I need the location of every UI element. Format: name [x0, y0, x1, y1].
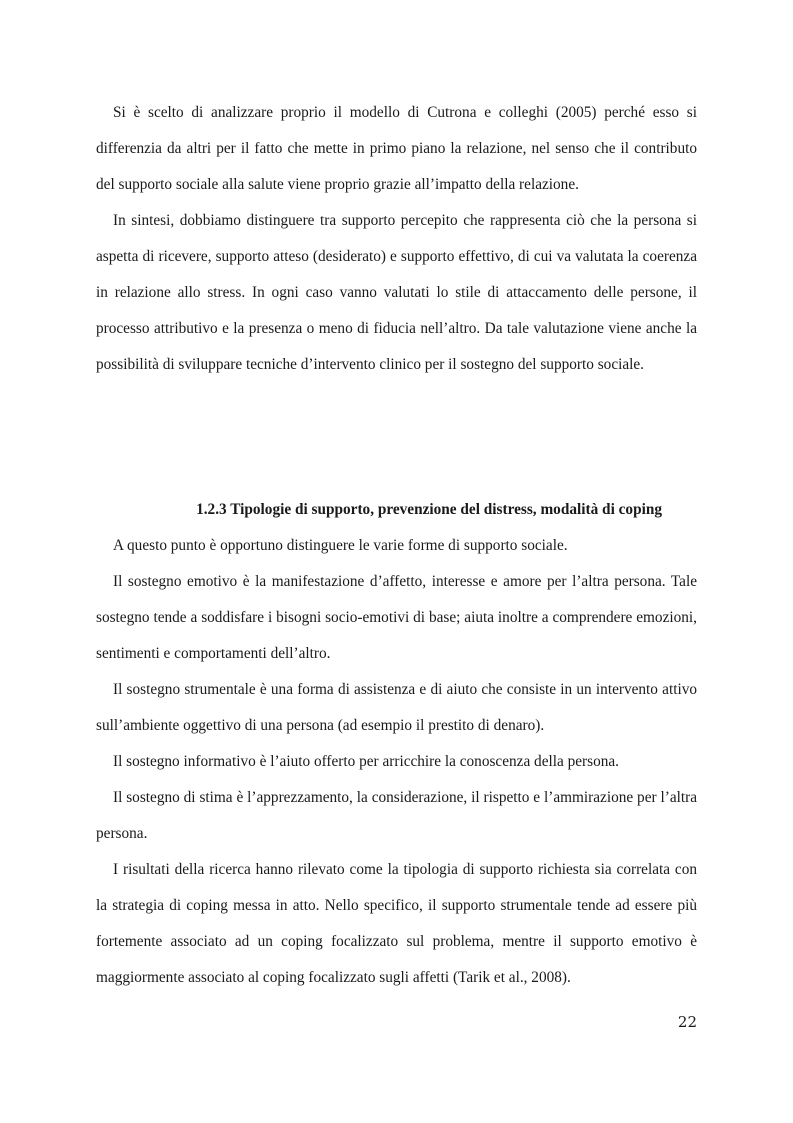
paragraph-esteem-support: Il sostegno di stima è l’apprezzamento, la considerazione, il rispetto e l’ammirazione per l’altra persona.: [96, 789, 697, 843]
paragraph-support-forms-intro: A questo punto è opportuno distinguere le varie forme di supporto sociale.: [113, 537, 568, 554]
paragraph-support-types-summary: In sintesi, dobbiamo distinguere tra supporto percepito che rappresenta ciò che la persona si aspetta di ricevere, supporto atteso (desiderato) e supporto effettivo, di cui va valutata la coerenza in relazione allo stress. In ogni caso vanno valutati lo stile di attaccamento delle persone, il processo attributivo e la presenza o meno di fiducia nell’altro. Da tale valutazione viene anche la possibilità di sviluppare tecniche d’intervento clinico per il sostegno del supporto sociale.: [96, 212, 697, 374]
page-number: 22: [677, 1013, 697, 1031]
paragraph-instrumental-support: Il sostegno strumentale è una forma di assistenza e di aiuto che consiste in un intervento attivo sull’ambiente oggettivo di una persona (ad esempio il prestito di denaro).: [96, 681, 697, 735]
section-heading: 1.2.3 Tipologie di supporto, prevenzione del distress, modalità di coping: [196, 501, 662, 518]
paragraph-informational-support: Il sostegno informativo è l’aiuto offerto per arricchire la conoscenza della persona.: [113, 753, 620, 770]
paragraph-research-results: I risultati della ricerca hanno rilevato come la tipologia di supporto richiesta sia correlata con la strategia di coping messa in atto. Nello specifico, il supporto strumentale tende ad essere più fortemente associato ad un coping focalizzato sul problema, mentre il supporto emotivo è maggiormente associato al coping focalizzato sugli affetti (Tarik et al., 2008).: [96, 861, 697, 987]
paragraph-emotional-support: Il sostegno emotivo è la manifestazione d’affetto, interesse e amore per l’altra persona. Tale sostegno tende a soddisfare i bisogni socio-emotivi di base; aiuta inoltre a comprendere emozioni, sentimenti e comportamenti dell’altro.: [96, 573, 697, 663]
paragraph-cutrona-model: Si è scelto di analizzare proprio il modello di Cutrona e colleghi (2005) perché esso si differenzia da altri per il fatto che mette in primo piano la relazione, nel senso che il contributo del supporto sociale alla salute viene proprio grazie all’impatto della relazione.: [96, 104, 697, 194]
